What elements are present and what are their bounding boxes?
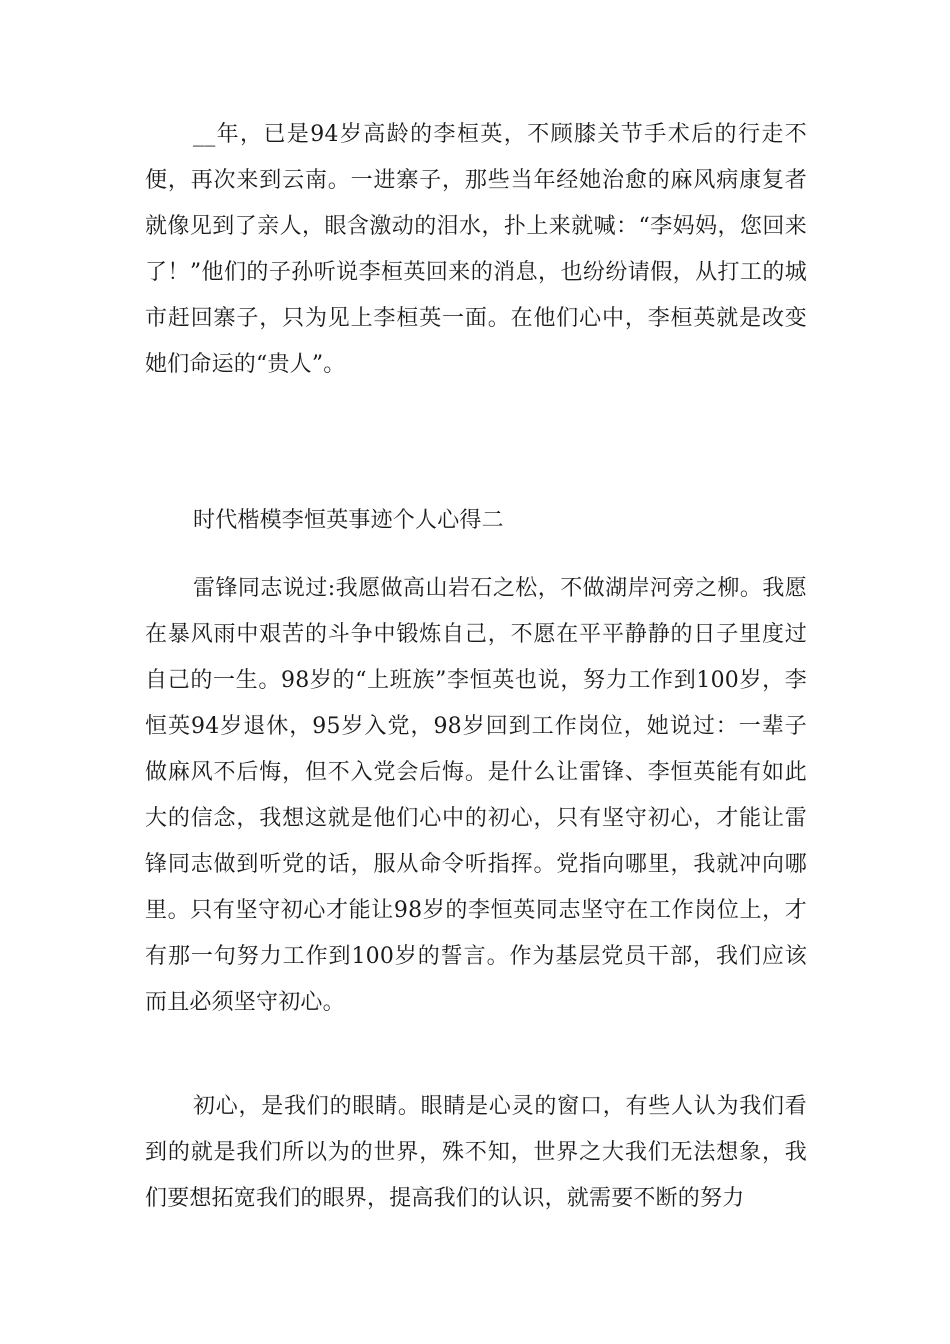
section-title: 时代楷模李恒英事迹个人心得二 xyxy=(193,508,504,533)
paragraph-original-aspiration-eyes: 初心，是我们的眼睛。眼睛是心灵的窗口，有些人认为我们看到的就是我们所以为的世界，殊不知，世界之大我们无法想象，我们要想拓宽我们的眼界，提高我们的认识，就需要不断的努力 xyxy=(145,1094,807,1211)
paragraph-lei-feng-original-aspiration: 雷锋同志说过:我愿做高山岩石之松，不做湖岸河旁之柳。我愿在暴风雨中艰苦的斗争中锻炼自己，不愿在平平静静的日子里度过自己的一生。98岁的“上班族”李恒英也说，努力工作到100岁，李恒英94岁退休，95岁入党，98岁回到工作岗位，她说过：一辈子做麻风不后悔，但不入党会后悔。是什么让雷锋、李恒英能有如此大的信念，我想这就是他们心中的初心，只有坚守初心，才能让雷锋同志做到听党的话，服从命令听指挥。党指向哪里，我就冲向哪里。只有坚守初心才能让98岁的李恒英同志坚守在工作岗位上，才有那一句努力工作到100岁的誓言。作为基层党员干部，我们应该而且必须坚守初心。 xyxy=(145,576,807,1015)
paragraph-li-huanying-yunnan-visit: __年，已是94岁高龄的李桓英，不顾膝关节手术后的行走不便，再次来到云南。一进寨子，那些当年经她治愈的麻风病康复者就像见到了亲人，眼含激动的泪水，扑上来就喊：“李妈妈，您回来了！”他们的子孙听说李桓英回来的消息，也纷纷请假，从打工的城市赶回寨子，只为见上李桓英一面。在他们心中，李桓英就是改变她们命运的“贵人”。 xyxy=(145,122,807,377)
